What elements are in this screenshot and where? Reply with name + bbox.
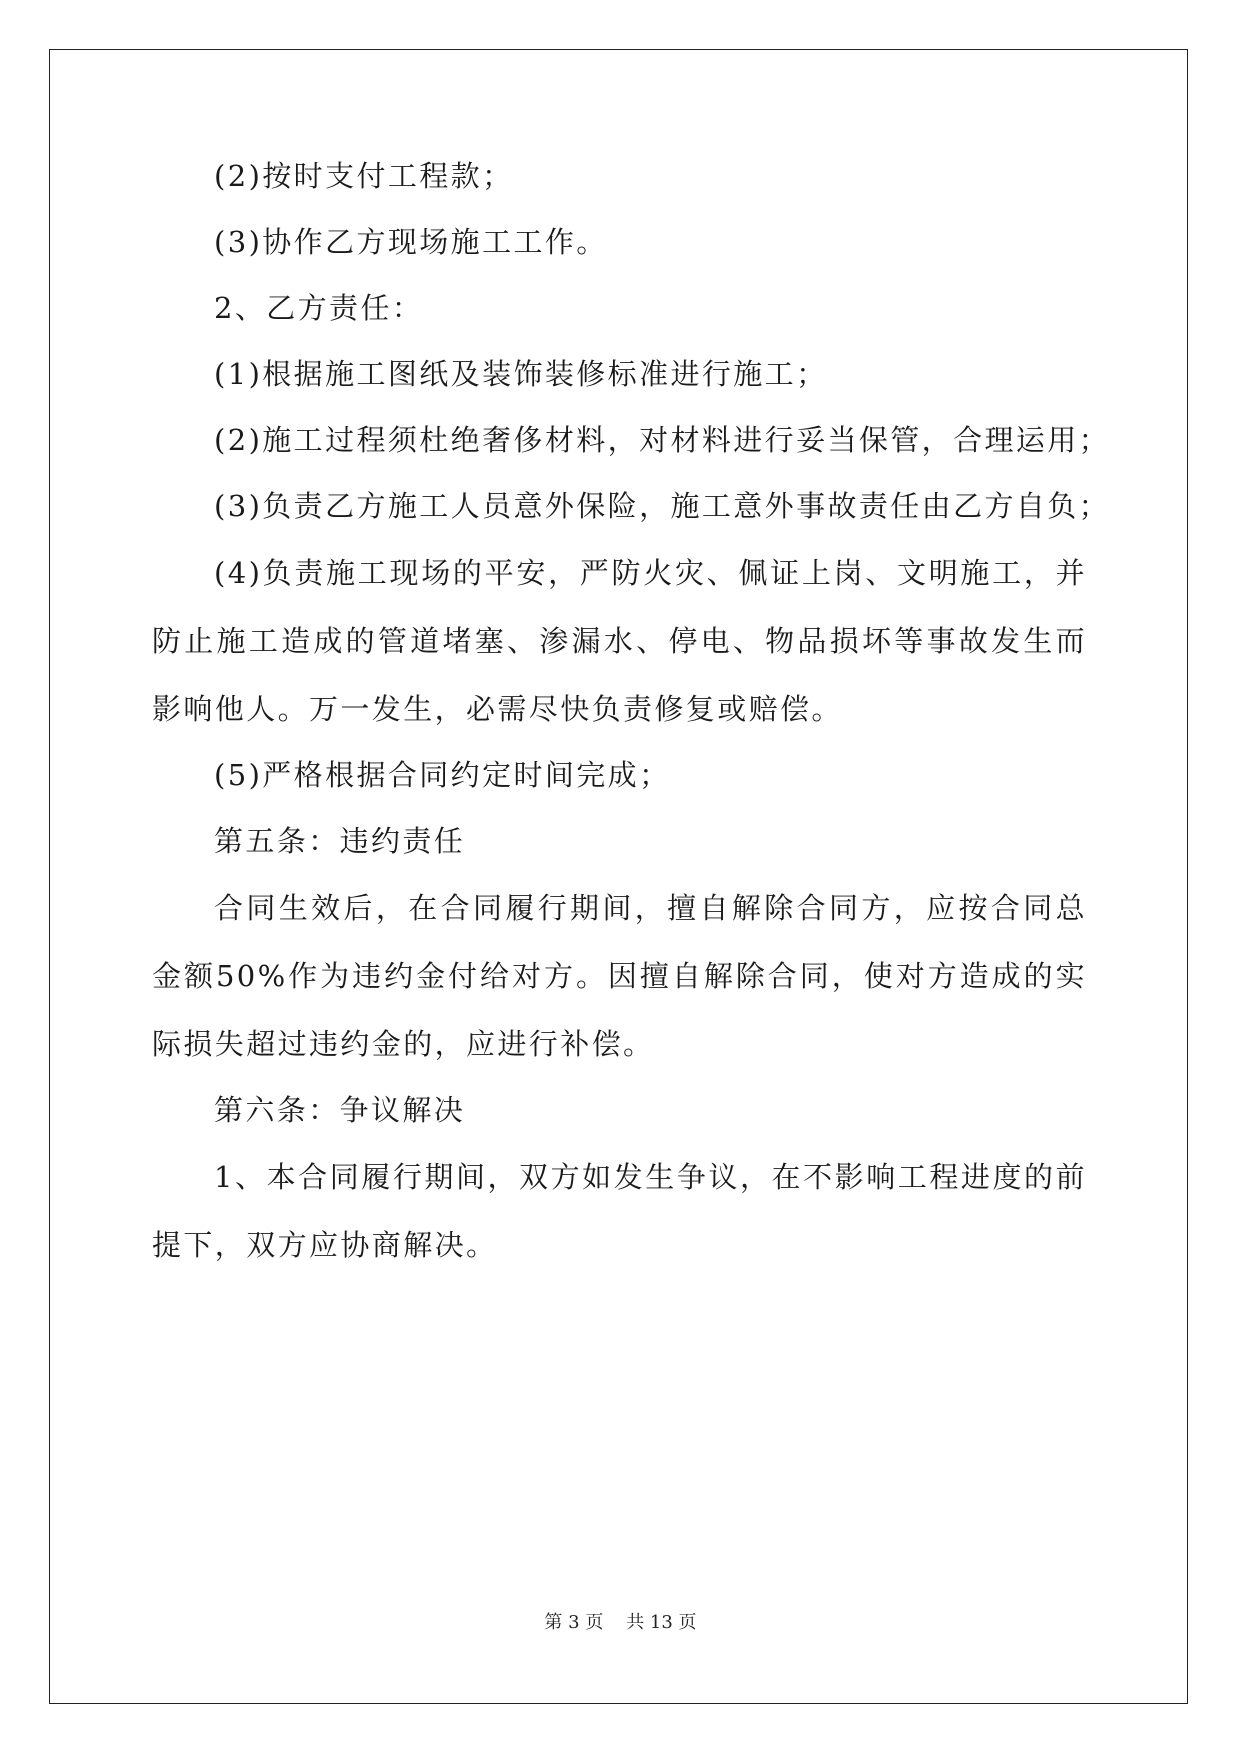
paragraph: (2)施工过程须杜绝奢侈材料，对材料进行妥当保管，合理运用； xyxy=(214,423,1111,457)
paragraph: (3)协作乙方现场施工工作。 xyxy=(214,225,608,259)
section-heading: 第六条：争议解决 xyxy=(214,1093,466,1127)
page-number-footer: 第 3 页 共 13 页 xyxy=(544,1612,697,1633)
section-heading: 第五条：违约责任 xyxy=(214,824,466,858)
paragraph: (1)根据施工图纸及装饰装修标准进行施工； xyxy=(214,357,828,391)
paragraph: (2)按时支付工程款； xyxy=(214,159,514,193)
paragraph: (4)负责施工现场的平安，严防火灾、佩证上岗、文明施工，并防止施工造成的管道堵塞、渗漏水、停电、物品损坏等事故发生而影响他人。万一发生，必需尽快负责修复或赔偿。 xyxy=(152,556,1087,726)
paragraph: 2、乙方责任： xyxy=(214,291,424,325)
paragraph: 1、本合同履行期间，双方如发生争议，在不影响工程进度的前提下，双方应协商解决。 xyxy=(152,1160,1087,1262)
document-body xyxy=(152,159,1111,1295)
paragraph: (5)严格根据合同约定时间完成； xyxy=(214,758,671,792)
paragraph: (3)负责乙方施工人员意外保险，施工意外事故责任由乙方自负； xyxy=(214,489,1111,523)
paragraph: 合同生效后，在合同履行期间，擅自解除合同方，应按合同总金额50%作为违约金付给对方。因擅自解除合同，使对方造成的实际损失超过违约金的，应进行补偿。 xyxy=(152,891,1087,1061)
